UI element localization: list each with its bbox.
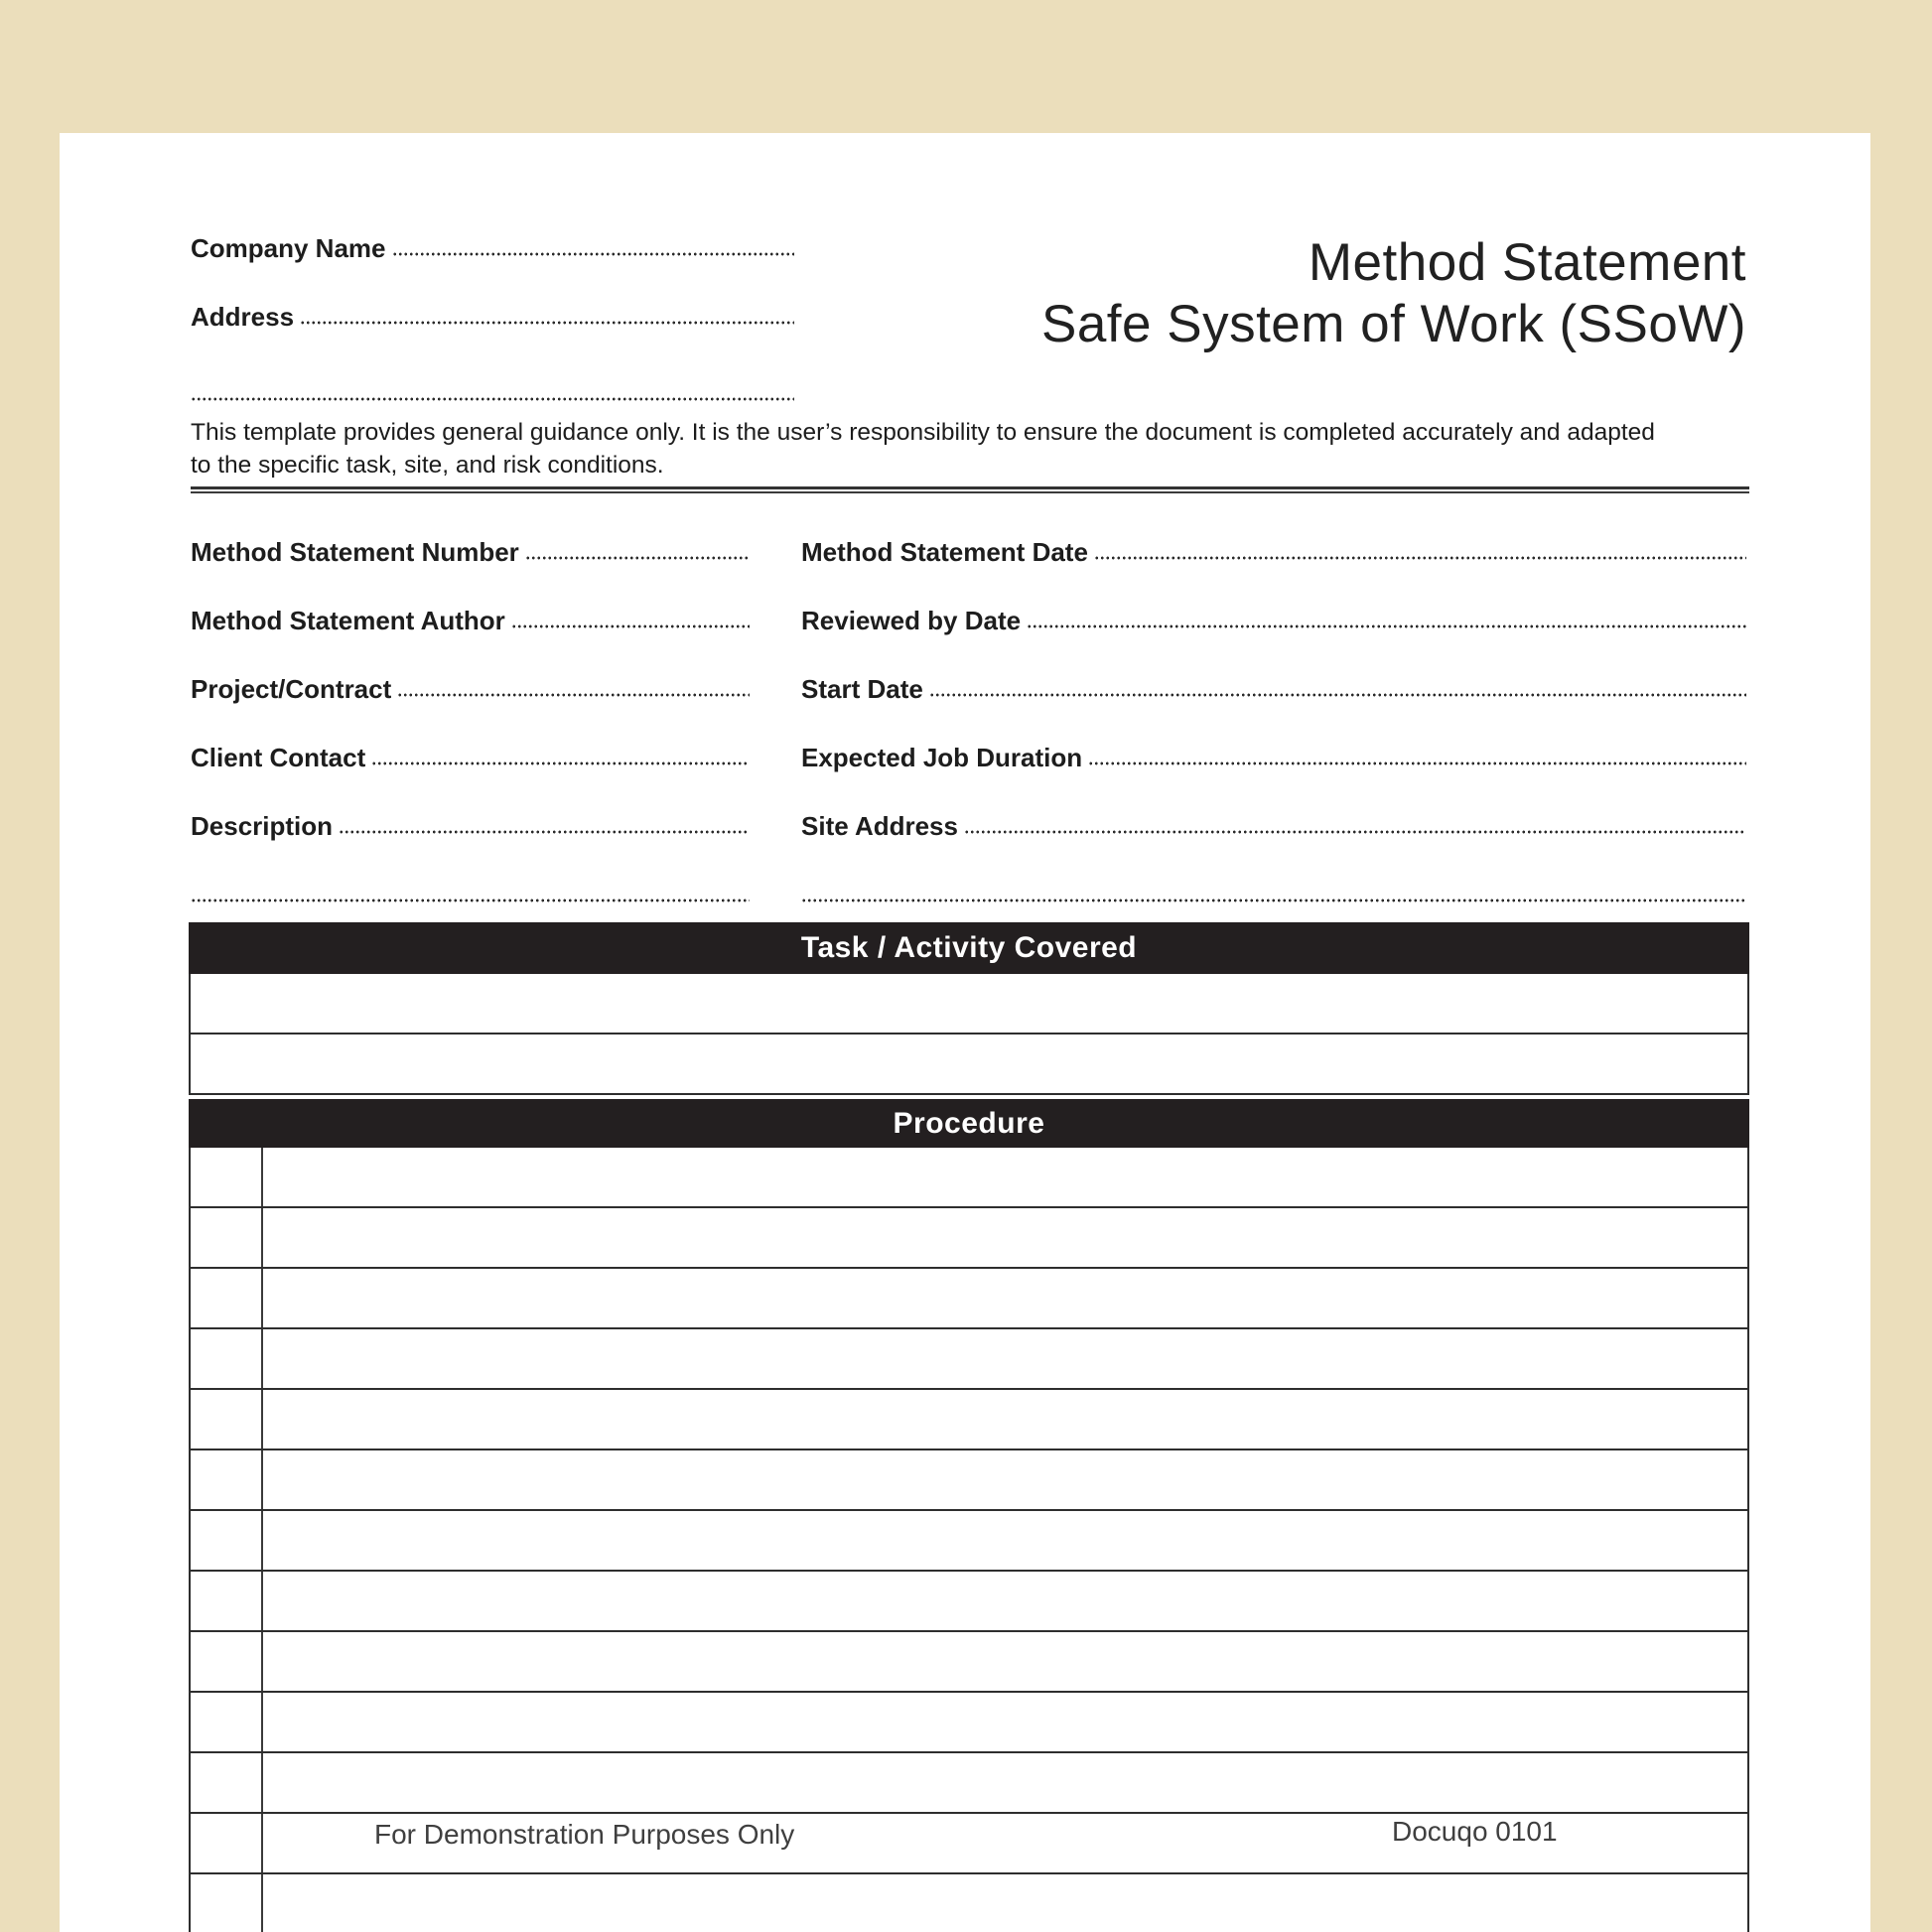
field-entry-line[interactable] <box>1027 624 1746 628</box>
address-entry-line-2[interactable] <box>191 397 794 401</box>
procedure-row-number-cell[interactable] <box>191 1269 263 1327</box>
field-label: Method Statement Author <box>191 606 505 635</box>
procedure-row <box>191 1208 1747 1269</box>
field-entry-line[interactable] <box>339 830 750 834</box>
procedure-row-number-cell[interactable] <box>191 1450 263 1509</box>
field-row-right-4 <box>801 810 1746 879</box>
field-row-left-3 <box>191 742 750 810</box>
procedure-row-number-cell[interactable] <box>191 1148 263 1206</box>
field-row-right-1 <box>801 605 1746 673</box>
field-entry-line[interactable] <box>964 830 1746 834</box>
field-entry-line[interactable] <box>371 761 750 765</box>
procedure-row-number-cell[interactable] <box>191 1390 263 1449</box>
company-name-label: Company Name <box>191 233 386 263</box>
field-entry-line[interactable] <box>525 556 750 560</box>
field-entry-line[interactable] <box>191 898 750 902</box>
field-entry-line[interactable] <box>929 693 1746 697</box>
procedure-row-number-cell[interactable] <box>191 1208 263 1267</box>
procedure-row-number-cell[interactable] <box>191 1511 263 1570</box>
field-entry-line[interactable] <box>1094 556 1746 560</box>
procedure-row <box>191 1753 1747 1814</box>
field-row-left-0 <box>191 536 750 605</box>
field-label: Expected Job Duration <box>801 743 1083 772</box>
address-row <box>191 301 794 377</box>
procedure-row-content-cell[interactable] <box>263 1208 1747 1267</box>
procedure-row <box>191 1148 1747 1208</box>
task-activity-header-label: Task / Activity Covered <box>800 931 1138 964</box>
procedure-row <box>191 1572 1747 1632</box>
procedure-header-label: Procedure <box>893 1106 1045 1140</box>
disclaimer-text <box>191 416 1757 482</box>
disclaimer-line-1: This template provides general guidance only. It is the user’s responsibility to ensure the document is completed accurately and adapted <box>191 419 1655 446</box>
field-label: Method Statement Number <box>191 537 519 567</box>
disclaimer-line-2: to the specific task, site, and risk conditions. <box>191 452 664 479</box>
procedure-row-number-cell[interactable] <box>191 1329 263 1388</box>
address-label: Address <box>191 302 295 332</box>
procedure-row-content-cell[interactable] <box>263 1148 1747 1206</box>
procedure-row <box>191 1632 1747 1693</box>
field-label: Start Date <box>801 674 923 704</box>
procedure-row-content-cell[interactable] <box>263 1329 1747 1388</box>
field-entry-line[interactable] <box>801 898 1746 902</box>
task-activity-header-bar <box>189 922 1749 974</box>
company-name-entry-line[interactable] <box>392 252 795 256</box>
field-label: Method Statement Date <box>801 537 1088 567</box>
procedure-row-number-cell[interactable] <box>191 1753 263 1812</box>
document-page <box>60 133 1870 1932</box>
task-activity-row[interactable] <box>191 974 1747 1035</box>
procedure-row-content-cell[interactable] <box>263 1753 1747 1812</box>
procedure-row <box>191 1329 1747 1390</box>
procedure-row-content-cell[interactable] <box>263 1511 1747 1570</box>
procedure-table <box>189 1148 1749 1932</box>
field-label: Site Address <box>801 811 958 841</box>
procedure-row-content-cell[interactable] <box>263 1450 1747 1509</box>
task-activity-table <box>189 974 1749 1095</box>
procedure-row-number-cell[interactable] <box>191 1572 263 1630</box>
title-block <box>1041 232 1746 355</box>
watermark-demo: For Demonstration Purposes Only <box>374 1819 795 1850</box>
field-row-right-3 <box>801 742 1746 810</box>
procedure-row <box>191 1693 1747 1753</box>
procedure-row-number-cell[interactable] <box>191 1632 263 1691</box>
page-title: Method Statement <box>1308 233 1746 292</box>
divider-rule <box>191 486 1749 493</box>
field-label: Project/Contract <box>191 674 392 704</box>
field-row-left-4 <box>191 810 750 879</box>
field-label: Description <box>191 811 334 841</box>
procedure-row <box>191 1450 1747 1511</box>
procedure-row <box>191 1874 1747 1932</box>
page-subtitle: Safe System of Work (SSoW) <box>1040 295 1746 353</box>
field-row-right-2 <box>801 673 1746 742</box>
procedure-header-bar <box>189 1099 1749 1148</box>
field-label: Client Contact <box>191 743 366 772</box>
procedure-row-content-cell[interactable] <box>263 1269 1747 1327</box>
field-label: Reviewed by Date <box>801 606 1022 635</box>
field-row-left-1 <box>191 605 750 673</box>
watermark-doc-ref: Docuqo 0101 <box>1392 1816 1558 1847</box>
company-name-row <box>191 232 794 301</box>
procedure-row-content-cell[interactable] <box>263 1693 1747 1751</box>
task-activity-row[interactable] <box>191 1035 1747 1093</box>
procedure-row <box>191 1511 1747 1572</box>
field-entry-line[interactable] <box>397 693 750 697</box>
procedure-row-content-cell[interactable] <box>263 1572 1747 1630</box>
field-entry-line[interactable] <box>1088 761 1746 765</box>
procedure-row-content-cell[interactable] <box>263 1874 1747 1932</box>
field-entry-line[interactable] <box>511 624 750 628</box>
address-entry-line[interactable] <box>300 321 794 325</box>
company-address-block <box>191 232 794 446</box>
procedure-row <box>191 1269 1747 1329</box>
procedure-row-number-cell[interactable] <box>191 1693 263 1751</box>
fields-column-left <box>191 536 750 947</box>
procedure-row-content-cell[interactable] <box>263 1632 1747 1691</box>
procedure-row <box>191 1390 1747 1450</box>
fields-column-right <box>801 536 1746 947</box>
procedure-row-number-cell[interactable] <box>191 1874 263 1932</box>
field-row-left-2 <box>191 673 750 742</box>
procedure-row-content-cell[interactable] <box>263 1390 1747 1449</box>
field-row-right-0 <box>801 536 1746 605</box>
procedure-row-number-cell[interactable] <box>191 1814 263 1872</box>
